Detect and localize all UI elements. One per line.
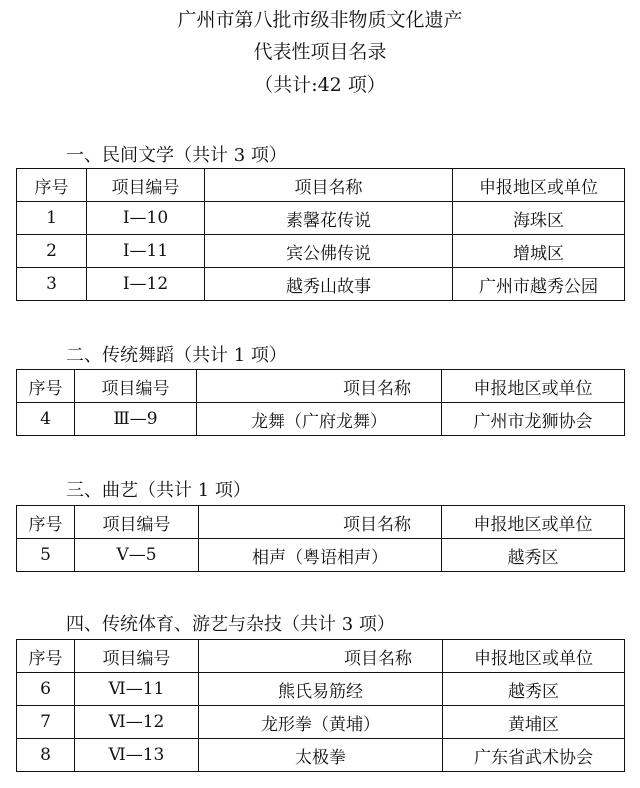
table-sports-games-acrobatics bbox=[16, 639, 625, 772]
cell-item-code: Ⅰ—10 bbox=[87, 202, 205, 235]
table-row bbox=[17, 706, 625, 739]
table-row bbox=[17, 539, 625, 572]
document-subtitle: 代表性项目名录 bbox=[253, 41, 387, 63]
header-item-code: 项目编号 bbox=[75, 370, 197, 403]
table-row bbox=[17, 673, 625, 706]
cell-serial: 5 bbox=[17, 539, 75, 572]
cell-applicant: 黄埔区 bbox=[443, 706, 625, 739]
table-row bbox=[17, 739, 625, 772]
cell-item-name: 太极拳 bbox=[199, 739, 443, 772]
header-serial: 序号 bbox=[17, 506, 75, 539]
table-header-row bbox=[17, 370, 625, 403]
header-item-name: 项目名称 bbox=[205, 169, 453, 202]
cell-serial: 3 bbox=[17, 268, 87, 301]
document-total-count: （共计:42 项） bbox=[254, 74, 386, 96]
cell-applicant: 越秀区 bbox=[443, 673, 625, 706]
table-header-row bbox=[17, 506, 625, 539]
table-row bbox=[17, 403, 625, 436]
cell-item-code: Ⅴ—5 bbox=[75, 539, 199, 572]
cell-serial: 6 bbox=[17, 673, 75, 706]
section-heading-sports-games-acrobatics: 四、传统体育、游艺与杂技（共计 3 项） bbox=[66, 614, 395, 635]
cell-applicant: 广州市越秀公园 bbox=[453, 268, 625, 301]
cell-applicant: 广东省武术协会 bbox=[443, 739, 625, 772]
cell-item-code: Ⅵ—11 bbox=[75, 673, 199, 706]
cell-item-code: Ⅰ—11 bbox=[87, 235, 205, 268]
cell-item-name: 相声（粤语相声） bbox=[199, 539, 442, 572]
cell-item-code: Ⅰ—12 bbox=[87, 268, 205, 301]
cell-applicant: 越秀区 bbox=[442, 539, 625, 572]
header-item-name: 项目名称 bbox=[197, 370, 442, 403]
header-applicant: 申报地区或单位 bbox=[442, 506, 625, 539]
cell-applicant: 广州市龙狮协会 bbox=[442, 403, 625, 436]
header-item-name: 项目名称 bbox=[199, 506, 442, 539]
cell-item-code: Ⅵ—12 bbox=[75, 706, 199, 739]
cell-serial: 2 bbox=[17, 235, 87, 268]
section-heading-traditional-dance: 二、传统舞蹈（共计 1 项） bbox=[66, 345, 287, 366]
table-quyi bbox=[16, 505, 625, 572]
table-traditional-dance bbox=[16, 369, 625, 436]
header-item-code: 项目编号 bbox=[75, 640, 199, 673]
cell-serial: 7 bbox=[17, 706, 75, 739]
cell-item-name: 越秀山故事 bbox=[205, 268, 453, 301]
header-item-code: 项目编号 bbox=[75, 506, 199, 539]
document-title: 广州市第八批市级非物质文化遗产 bbox=[177, 9, 463, 31]
header-applicant: 申报地区或单位 bbox=[453, 169, 625, 202]
cell-item-name: 龙舞（广府龙舞） bbox=[197, 403, 442, 436]
table-row bbox=[17, 268, 625, 301]
table-row bbox=[17, 235, 625, 268]
header-serial: 序号 bbox=[17, 370, 75, 403]
cell-serial: 1 bbox=[17, 202, 87, 235]
table-header-row bbox=[17, 169, 625, 202]
cell-item-name: 熊氏易筋经 bbox=[199, 673, 443, 706]
cell-item-name: 宾公佛传说 bbox=[205, 235, 453, 268]
cell-serial: 8 bbox=[17, 739, 75, 772]
cell-item-name: 龙形拳（黄埔） bbox=[199, 706, 443, 739]
section-heading-folk-literature: 一、民间文学（共计 3 项） bbox=[66, 145, 287, 166]
section-heading-quyi: 三、曲艺（共计 1 项） bbox=[66, 480, 251, 501]
header-applicant: 申报地区或单位 bbox=[443, 640, 625, 673]
table-row bbox=[17, 202, 625, 235]
table-header-row bbox=[17, 640, 625, 673]
cell-applicant: 增城区 bbox=[453, 235, 625, 268]
table-folk-literature bbox=[16, 168, 625, 301]
cell-item-code: Ⅲ—9 bbox=[75, 403, 197, 436]
header-serial: 序号 bbox=[17, 169, 87, 202]
header-item-name: 项目名称 bbox=[199, 640, 443, 673]
header-applicant: 申报地区或单位 bbox=[442, 370, 625, 403]
cell-item-name: 素馨花传说 bbox=[205, 202, 453, 235]
header-item-code: 项目编号 bbox=[87, 169, 205, 202]
cell-serial: 4 bbox=[17, 403, 75, 436]
header-serial: 序号 bbox=[17, 640, 75, 673]
cell-item-code: Ⅵ—13 bbox=[75, 739, 199, 772]
cell-applicant: 海珠区 bbox=[453, 202, 625, 235]
